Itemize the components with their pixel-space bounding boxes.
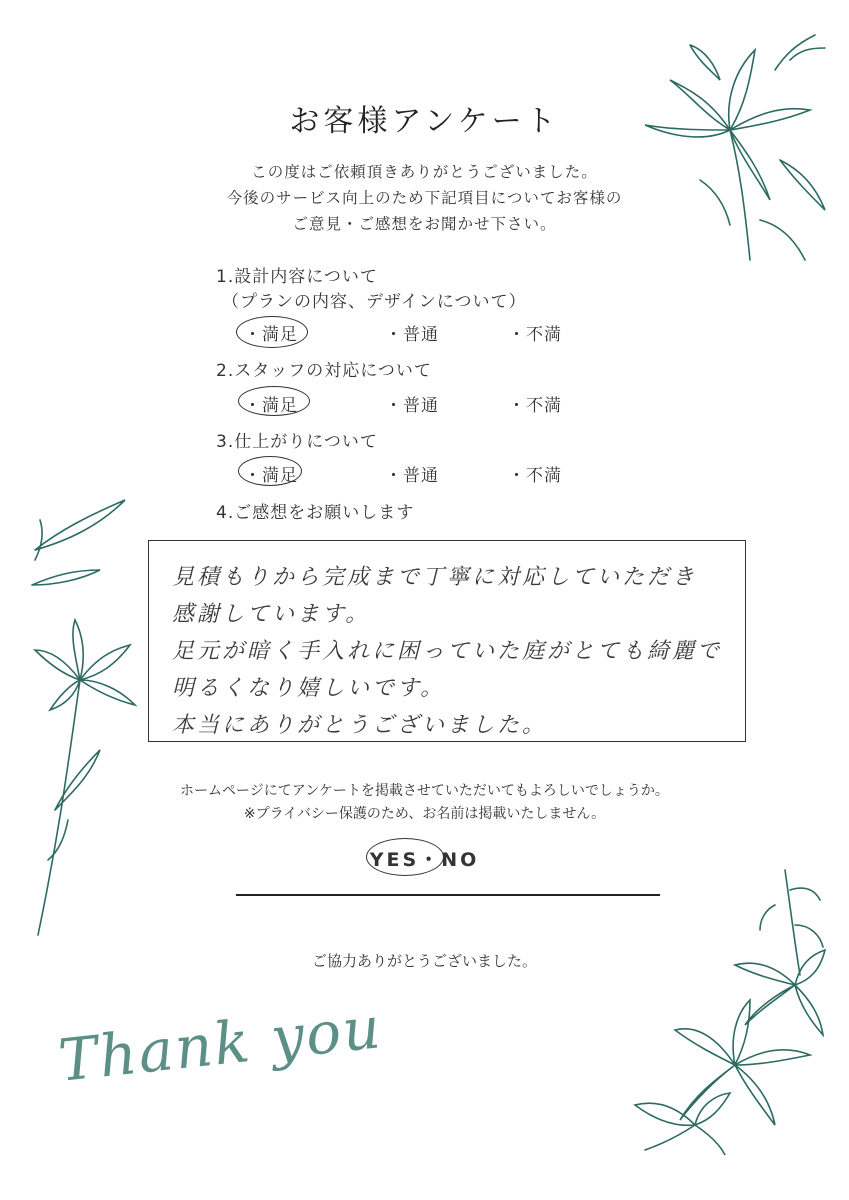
question-1-label: 1.設計内容について: [216, 267, 378, 287]
thank-you-signature: Thank you: [55, 993, 386, 1095]
q1-option-normal[interactable]: ・普通: [385, 325, 439, 345]
comment-line-1: 見積もりから完成まで丁寧に対応していただき: [172, 565, 698, 590]
question-4-label: 4.ご感想をお願いします: [216, 503, 415, 523]
q1-option-dissatisfied[interactable]: ・不満: [508, 325, 562, 345]
consent-no[interactable]: NO: [441, 849, 480, 871]
q2-option-normal[interactable]: ・普通: [385, 396, 439, 416]
consent-separator: ・: [419, 849, 442, 871]
consent-yes[interactable]: YES: [369, 849, 420, 871]
q2-option-satisfied[interactable]: ・満足: [244, 396, 298, 416]
q3-option-satisfied[interactable]: ・満足: [244, 466, 298, 486]
selected-circle-yes: [366, 838, 444, 876]
comment-line-5: 本当にありがとうございました。: [172, 713, 548, 738]
comment-line-4: 明るくなり嬉しいです。: [172, 676, 446, 701]
question-2-label: 2.スタッフの対応について: [216, 361, 432, 381]
intro-line-1: この度はご依頼頂きありがとうございました。: [251, 163, 598, 181]
q1-option-satisfied[interactable]: ・満足: [244, 325, 298, 345]
website-note-line-2: ※プライバシー保護のため、お名前は掲載いたしません。: [243, 806, 606, 822]
comment-line-3: 足元が暗く手入れに困っていた庭がとても綺麗で: [172, 639, 723, 664]
question-1-sub: （プランの内容、デザインについて）: [222, 292, 527, 312]
page-title: お客様アンケート: [289, 104, 560, 139]
q2-option-dissatisfied[interactable]: ・不満: [508, 396, 562, 416]
question-3-label: 3.仕上がりについて: [216, 432, 378, 452]
comment-line-2: 感謝しています。: [172, 602, 371, 627]
q3-option-dissatisfied[interactable]: ・不満: [508, 466, 562, 486]
intro-line-2: 今後のサービス向上のため下記項目についてお客様の: [226, 189, 623, 207]
closing-text: ご協力ありがとうございました。: [311, 952, 537, 970]
flower-illustration-bottom-right: [625, 865, 830, 1155]
intro-line-3: ご意見・ご感想をお聞かせ下さい。: [292, 215, 557, 233]
flower-illustration-left: [20, 490, 160, 940]
signature-line: [236, 894, 660, 896]
q3-option-normal[interactable]: ・普通: [385, 466, 439, 486]
website-note-line-1: ホームページにてアンケートを掲載させていただいてもよろしいでしょうか。: [180, 783, 669, 799]
